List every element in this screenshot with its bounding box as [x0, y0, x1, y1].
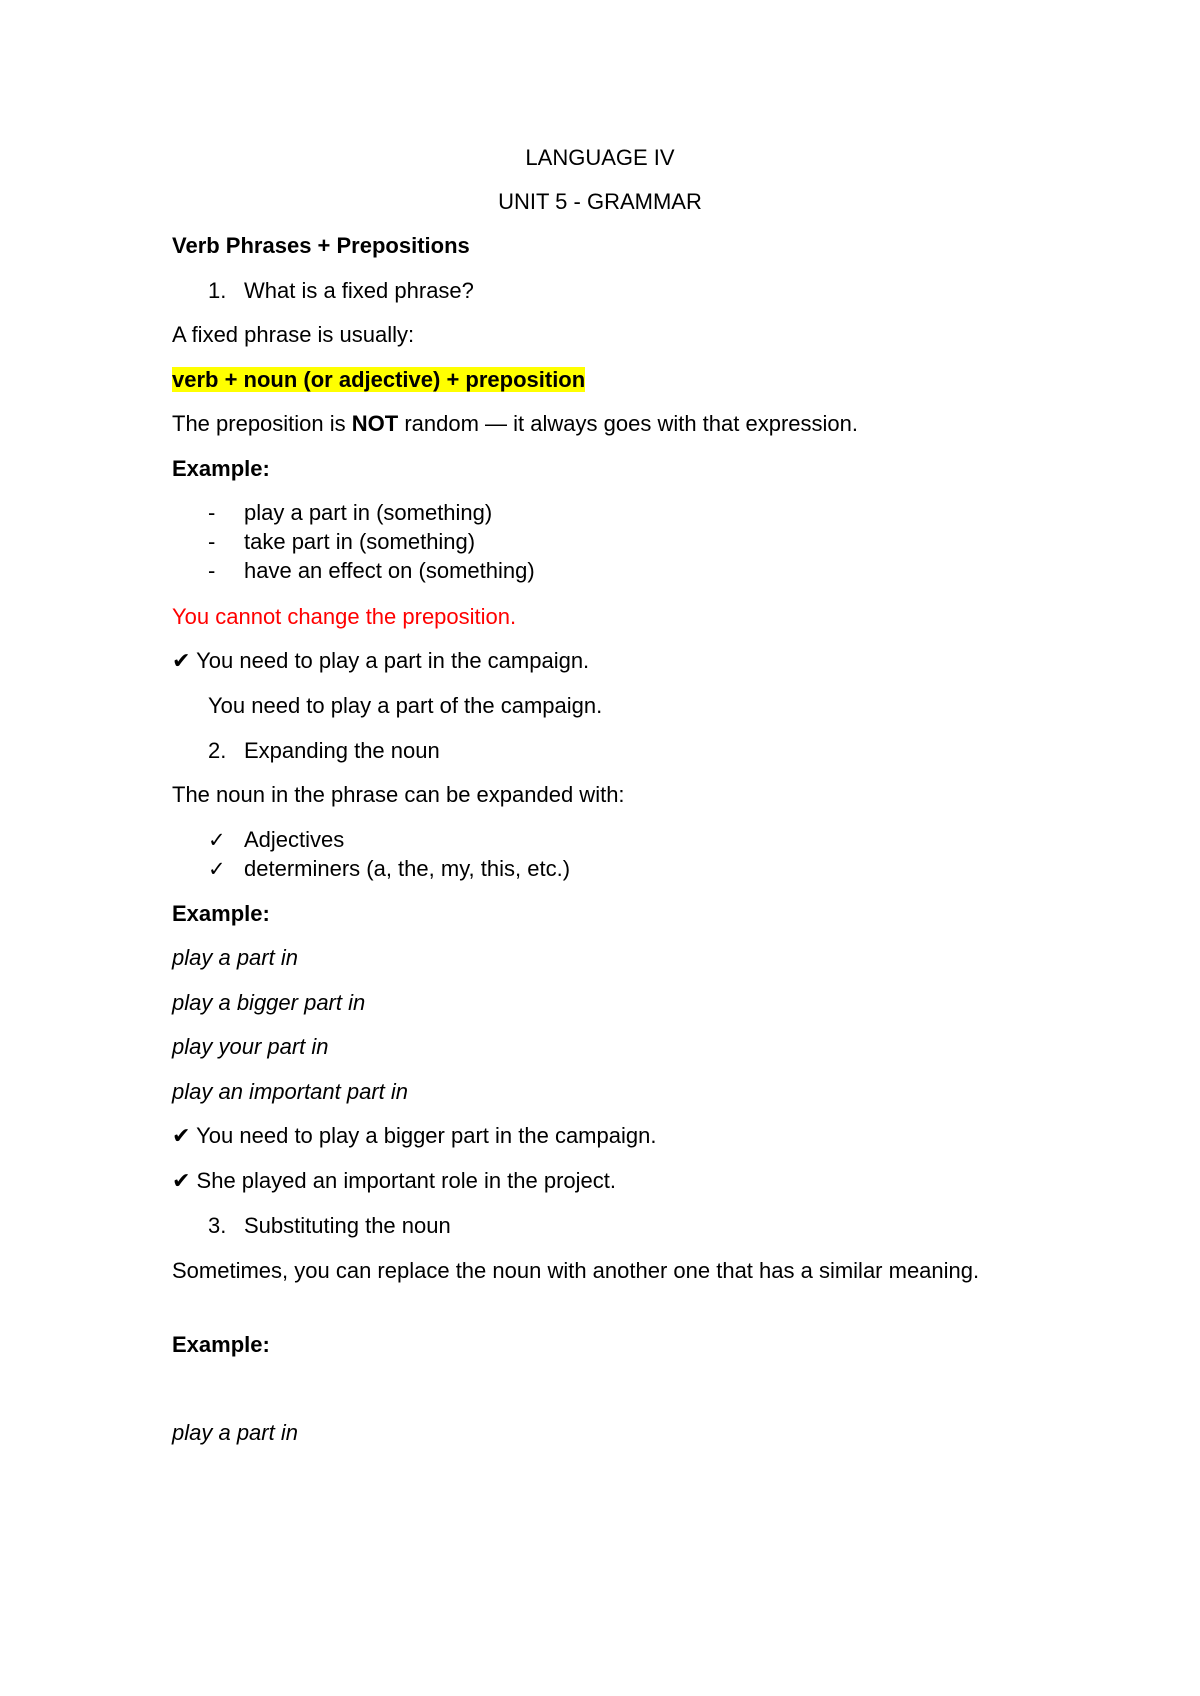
incorrect-example-1: You need to play a part of the campaign. [208, 693, 603, 718]
document-title: LANGUAGE IV [525, 145, 675, 170]
dash-marker: - [208, 500, 216, 525]
rule-post: random — it always goes with that expression. [398, 411, 858, 436]
check-item-text: determiners (a, the, my, this, etc.) [244, 856, 571, 881]
question-1-text: What is a fixed phrase? [244, 278, 474, 303]
warning-text: You cannot change the preposition. [172, 604, 517, 629]
question-3 [208, 1212, 451, 1240]
fixed-phrase-intro: A fixed phrase is usually: [172, 322, 415, 347]
correct-example-1: ✔ You need to play a part in the campaign. [172, 648, 590, 673]
italic-example: play a part in [172, 945, 298, 970]
question-2-number: 2. [208, 738, 227, 763]
document-subtitle: UNIT 5 - GRAMMAR [498, 189, 702, 214]
checkmark-icon: ✓ [208, 829, 226, 852]
rule-pre: The preposition is [172, 411, 352, 436]
formula-highlight: verb + noun (or adjective) + preposition [172, 367, 586, 392]
question-2 [208, 737, 440, 765]
italic-example: play your part in [172, 1034, 329, 1059]
dash-item-text: play a part in (something) [244, 500, 493, 525]
example-label-3: Example: [172, 1332, 270, 1357]
dash-list-item [208, 557, 535, 585]
rule-bold: NOT [351, 411, 399, 436]
dash-list-item [208, 499, 492, 527]
question-1 [208, 277, 474, 305]
formula-line [172, 366, 585, 394]
final-italic-example: play a part in [172, 1420, 298, 1445]
dash-marker: - [208, 529, 216, 554]
question-3-text: Substituting the noun [244, 1213, 451, 1238]
question-3-number: 3. [208, 1213, 227, 1238]
question-2-text: Expanding the noun [244, 738, 440, 763]
dash-list-item [208, 528, 475, 556]
rule-line [172, 410, 858, 438]
correct-example-3: ✔ She played an important role in the project. [172, 1168, 617, 1193]
italic-example: play a bigger part in [172, 990, 366, 1015]
check-list-item [208, 855, 570, 884]
expand-intro: The noun in the phrase can be expanded with: [172, 782, 625, 807]
dash-item-text: take part in (something) [244, 529, 476, 554]
correct-example-2: ✔ You need to play a bigger part in the campaign. [172, 1123, 657, 1148]
example-label-1: Example: [172, 456, 270, 481]
italic-example: play an important part in [172, 1079, 409, 1104]
dash-marker: - [208, 558, 216, 583]
checkmark-icon: ✓ [208, 858, 226, 881]
example-label-2: Example: [172, 901, 270, 926]
dash-item-text: have an effect on (something) [244, 558, 535, 583]
check-list-item [208, 826, 344, 855]
check-item-text: Adjectives [244, 827, 345, 852]
question-1-number: 1. [208, 278, 227, 303]
section-heading: Verb Phrases + Prepositions [172, 233, 470, 258]
substitute-intro: Sometimes, you can replace the noun with another one that has a similar meaning. [172, 1258, 980, 1283]
